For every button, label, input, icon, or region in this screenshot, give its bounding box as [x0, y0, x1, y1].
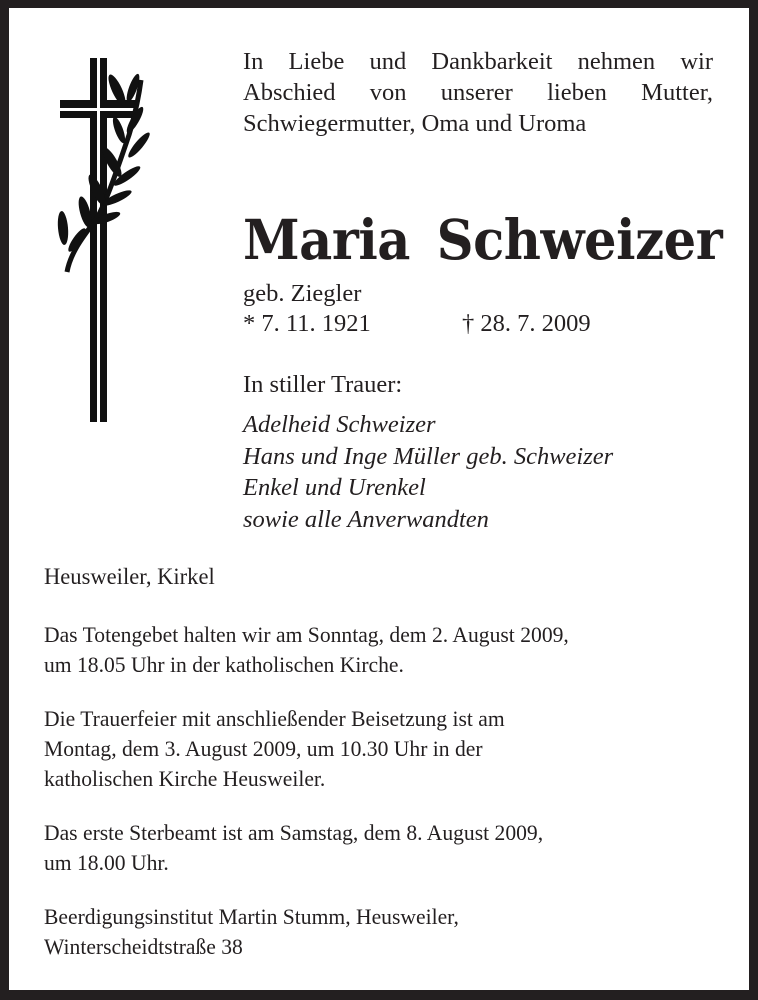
funeral-home-paragraph: [44, 902, 476, 962]
place: Heusweiler, Kirkel: [44, 564, 215, 590]
mourner: Adelheid Schweizer: [243, 411, 436, 438]
paragraph-line: um 18.05 Uhr in der katholischen Kirche.: [44, 652, 404, 677]
last-name: Schweizer: [436, 207, 723, 272]
cross-with-palm-branch-icon: [47, 50, 157, 424]
mourner: Hans und Inge Müller geb. Schweizer: [243, 442, 614, 470]
requiem-paragraph: [44, 818, 564, 878]
paragraph-line: um 18.00 Uhr.: [44, 850, 169, 875]
paragraph-line: Beerdigungsinstitut Martin Stumm, Heusweiler,: [44, 904, 459, 929]
intro-line: Schwiegermutter, Oma und Uroma: [243, 110, 587, 137]
death-date: † 28. 7. 2009: [462, 310, 591, 337]
intro-line: In Liebe und Dankbarkeit nehmen wir: [243, 48, 713, 75]
life-dates: [243, 309, 713, 339]
birth-name: geb. Ziegler: [243, 280, 362, 307]
birth-date: * 7. 11. 1921: [243, 310, 371, 337]
paragraph-line: Winterscheidtstraße 38: [44, 934, 243, 959]
deceased-name: [243, 208, 722, 272]
prayer-paragraph: [44, 620, 591, 680]
paragraph-line: katholischen Kirche Heusweiler.: [44, 766, 326, 791]
paragraph-line: Das erste Sterbeamt ist am Samstag, dem 8. August 2009,: [44, 820, 544, 845]
mourner: sowie alle Anverwandten: [243, 505, 489, 533]
mourners-list: [243, 409, 613, 535]
intro-line: Abschied von unserer lieben Mutter,: [243, 79, 713, 106]
paragraph-line: Das Totengebet halten wir am Sonntag, dem 2. August 2009,: [44, 622, 569, 647]
obituary-notice: [9, 8, 749, 990]
mourning-heading: In stiller Trauer:: [243, 371, 403, 398]
paragraph-line: Montag, dem 3. August 2009, um 10.30 Uhr in der: [44, 736, 483, 761]
mourner: Enkel und Urenkel: [243, 474, 426, 501]
intro-text: [243, 46, 713, 139]
funeral-paragraph: [44, 704, 524, 794]
paragraph-line: Die Trauerfeier mit anschließender Beisetzung ist am: [44, 706, 505, 731]
first-name: Maria: [243, 207, 410, 272]
